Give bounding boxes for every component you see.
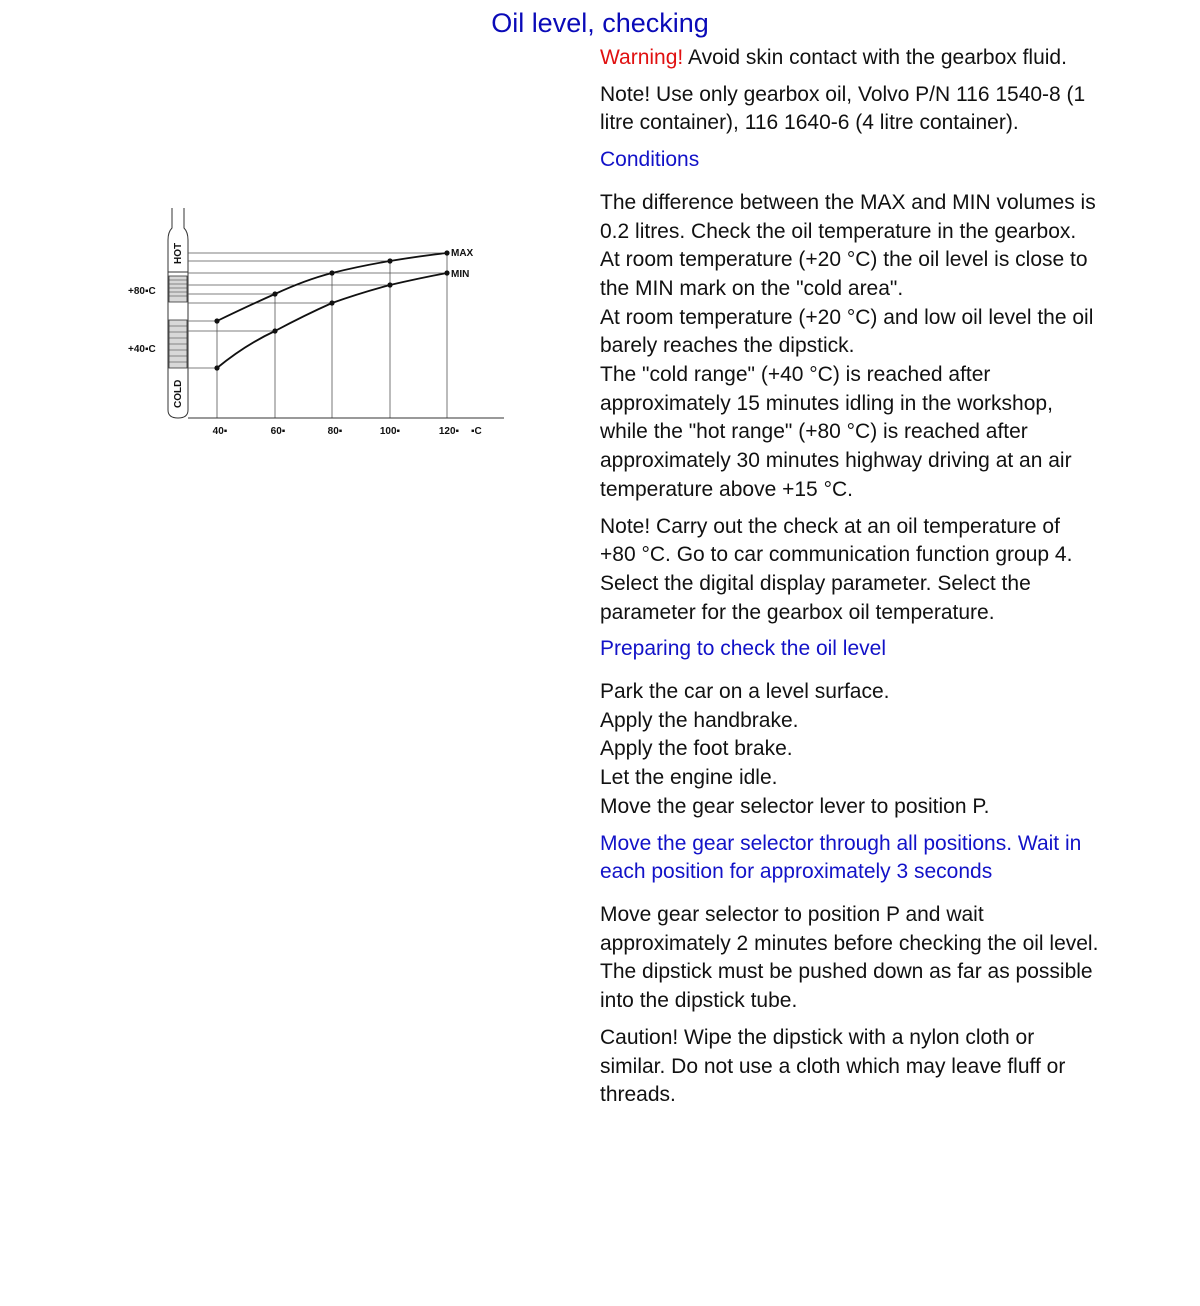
conditions-heading: Conditions	[600, 148, 700, 172]
dipstick-cold-label: COLD	[173, 379, 184, 408]
move-selector-heading: Move the gear selector through all positions. Wait in each position for approximately 3 seconds	[600, 831, 1082, 884]
vertical-grid-lines	[217, 253, 447, 418]
temp-label-80: +80▪C	[128, 286, 156, 297]
x-unit-label: ▪C	[471, 426, 482, 437]
temp-label-40: +40▪C	[128, 344, 156, 355]
x-tick-label: 80▪	[327, 426, 343, 437]
page-title: Oil level, checking	[491, 8, 709, 38]
dipstick-cold-zone	[169, 320, 187, 368]
oil-note: Note! Use only gearbox oil, Volvo P/N 116 1540-8 (1 litre container), 116 1640-6 (4 litre container).	[600, 82, 1086, 135]
warning-text: Avoid skin contact with the gearbox fluid.	[683, 46, 1067, 69]
move-selector-step: The dipstick must be pushed down as far as possible into the dipstick tube.	[600, 960, 1093, 1013]
preparing-step: Move the gear selector lever to position P.	[600, 794, 990, 818]
conditions-line: The difference between the MAX and MIN volumes is 0.2 litres. Check the oil temperature in the gearbox.	[600, 190, 1096, 243]
preparing-step: Apply the handbrake.	[600, 708, 799, 732]
oil-level-diagram	[120, 200, 520, 450]
conditions-line: At room temperature (+20 °C) and low oil level the oil barely reaches the dipstick.	[600, 305, 1094, 358]
max-label: MAX	[451, 248, 474, 259]
preparing-heading: Preparing to check the oil level	[600, 637, 886, 661]
x-tick-label: 120▪	[438, 426, 460, 437]
move-selector-step: Move gear selector to position P and wait approximately 2 minutes before checking the oil level.	[600, 902, 1099, 955]
preparing-steps	[600, 678, 1100, 822]
oil-level-diagram-svg	[120, 200, 520, 450]
dipstick-hot-label: HOT	[173, 242, 184, 264]
conditions-line: At room temperature (+20 °C) the oil level is close to the MIN mark on the "cold area".	[600, 248, 1088, 300]
x-tick-label: 60▪	[270, 426, 286, 437]
conditions-line: The "cold range" (+40 °C) is reached after approximately 15 minutes idling in the workshop, while the "hot range" (+80 °C) is reached after approximately 30 minutes highway driving at an air temperature above +15 °C.	[600, 363, 1072, 501]
preparing-step: Let the engine idle.	[600, 766, 778, 790]
warning-paragraph	[600, 44, 1100, 73]
warning-label: Warning!	[600, 46, 684, 69]
preparing-step: Apply the foot brake.	[600, 737, 793, 761]
x-tick-label: 100▪	[379, 426, 401, 437]
move-selector-steps	[600, 901, 1100, 1016]
caution-paragraph: Caution! Wipe the dipstick with a nylon cloth or similar. Do not use a cloth which may leave fluff or threads.	[600, 1025, 1066, 1107]
dipstick-hot-zone	[169, 276, 187, 302]
min-label: MIN	[451, 269, 470, 280]
preparing-step: Park the car on a level surface.	[600, 680, 890, 704]
temperature-note: Note! Carry out the check at an oil temperature of +80 °C. Go to car communication function group 4. Select the digital display parameter. Select the parameter for the gearbox oil temperature.	[600, 514, 1073, 624]
conditions-text	[600, 189, 1100, 505]
instructions-column	[600, 44, 1100, 1118]
x-tick-label: 40▪	[212, 426, 228, 437]
